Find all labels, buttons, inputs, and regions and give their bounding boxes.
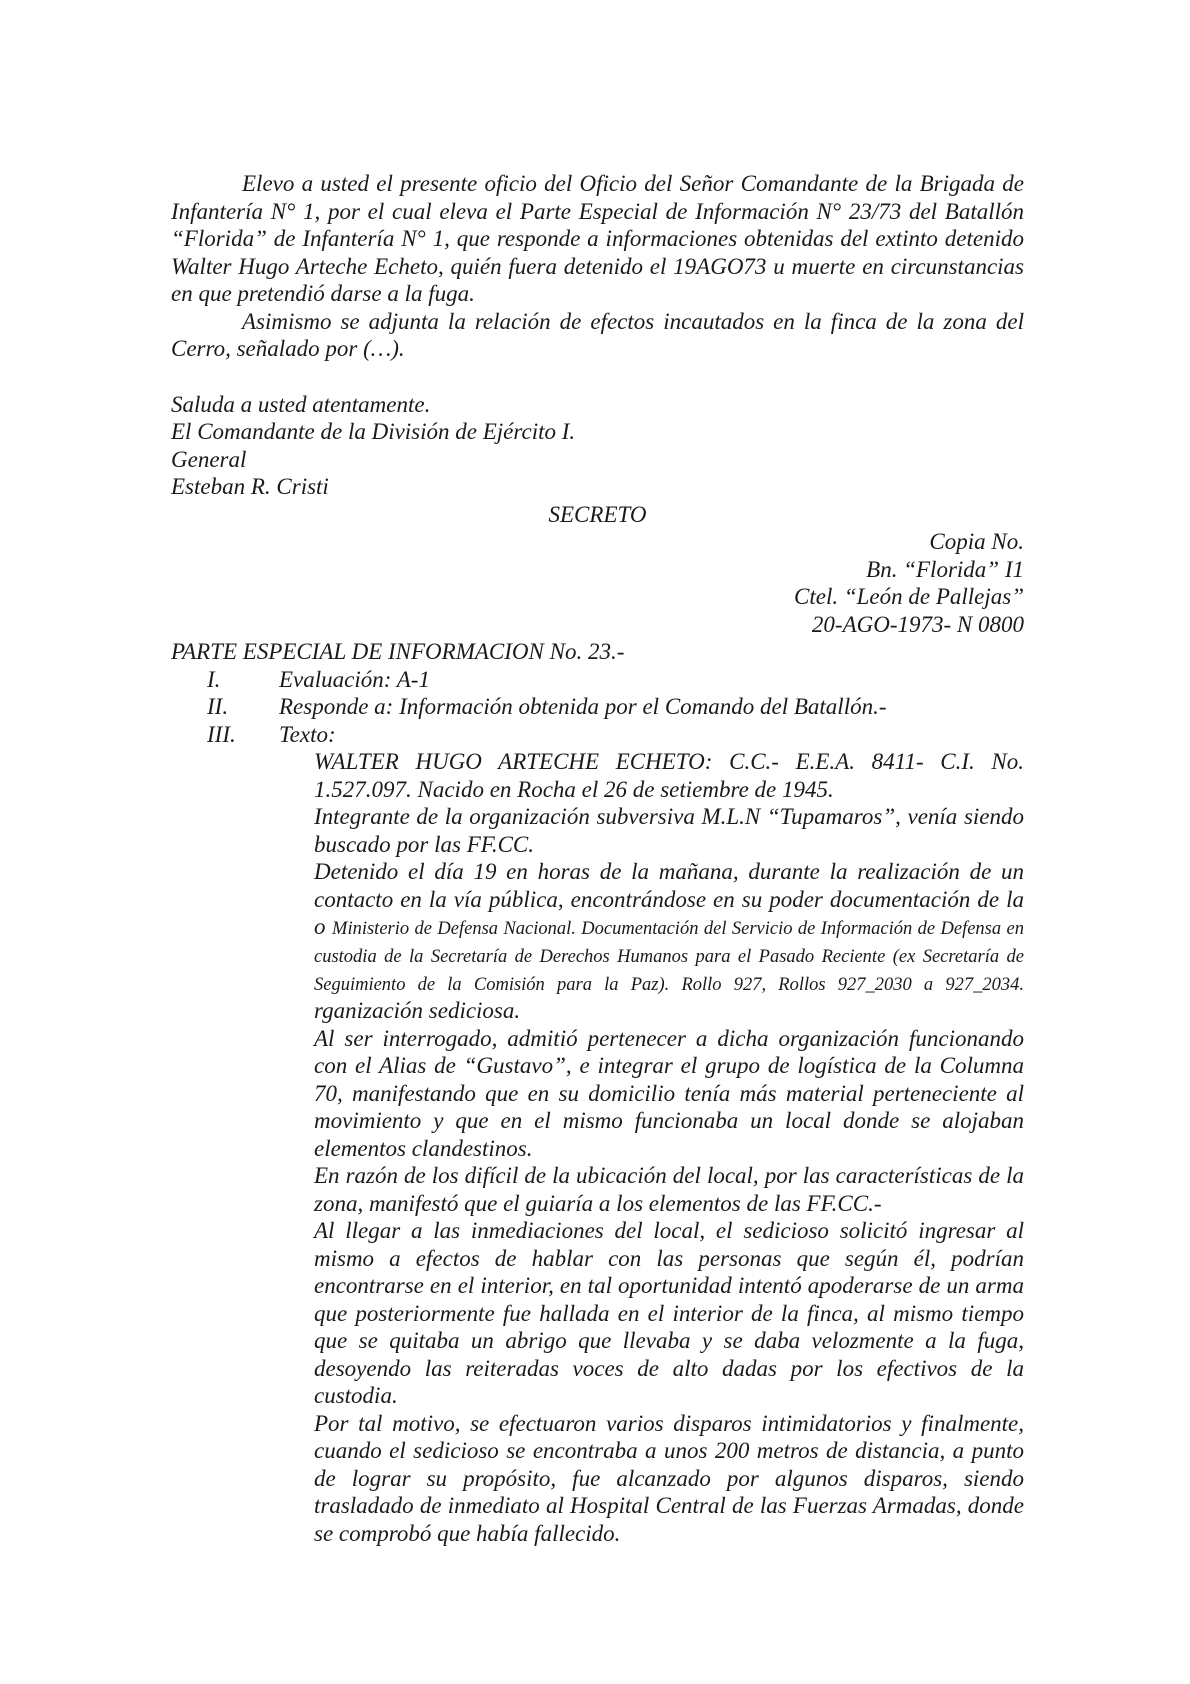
body-paragraph-5: En razón de los difícil de la ubicación del local, por las características de la zona, manifestó que el guiaría a los elementos de las FF.CC.-	[314, 1163, 1024, 1216]
section-numeral: I.	[207, 666, 221, 692]
intro-paragraph-1: Elevo a usted el presente oficio del Oficio del Señor Comandante de la Brigada de Infantería N° 1, por el cual eleva el Parte Especial de Información N° 23/73 del Batallón “Florida” de Infantería N° 1, que responde a informaciones obtenidas del extinto detenido Walter Hugo Arteche Echeto, quién fuera detenido el 19AGO73 u muerte en circunstancias en que pretendió darse a la fuga.	[171, 171, 1024, 306]
report-body	[314, 748, 1024, 1547]
section-numeral: II.	[207, 694, 229, 719]
copy-number: Copia No.	[929, 529, 1024, 554]
body-paragraph-3	[314, 858, 1024, 1025]
closing-salutation: Saluda a usted atentamente.	[171, 391, 431, 417]
section-row	[171, 693, 1024, 721]
body-paragraph-7: Por tal motivo, se efectuaron varios disparos intimidatorios y finalmente, cuando el sedicioso se encontraba a unos 200 metros de distancia, a punto de lograr su propósito, fue alcanzado por algunos disparos, siendo trasladado de inmediato al Hospital Central de las Fuerzas Armadas, donde se comprobó que había fallecido.	[314, 1410, 1024, 1546]
document-page	[171, 170, 1024, 1547]
place-name: Ctel. “León de Pallejas”	[794, 584, 1024, 609]
body-paragraph-1: WALTER HUGO ARTECHE ECHETO: C.C.- E.E.A. 8411- C.I. No. 1.527.097. Nacido en Rocha el 26 de setiembre de 1945.	[314, 749, 1024, 802]
unit-name: Bn. “Florida” I1	[866, 556, 1024, 582]
report-title: PARTE ESPECIAL DE INFORMACION No. 23.-	[171, 639, 625, 664]
section-text: Evaluación: A-1	[279, 666, 430, 692]
body-paragraph-4: Al ser interrogado, admitió pertenecer a dicha organización funcionando con el Alias de “Gustavo”, e integrar el grupo de logística de la Columna 70, manifestando que en su domicilio tenía más material perteneciente al movimiento y que en el mismo funcionaba un local donde se alojaban elementos clandestinos.	[314, 1025, 1024, 1161]
spacer	[171, 363, 1024, 391]
body-paragraph-3-start: Detenido el día 19 en horas de la mañana, durante la realización de un contacto en la vía pública, encontrándose en su poder documentación de la o	[314, 859, 1024, 939]
section-text: Responde a: Información obtenida por el Comando del Batallón.-	[279, 694, 887, 719]
section-row	[171, 721, 1024, 749]
intro-paragraph-2: Asimismo se adjunta la relación de efectos incautados en la finca de la zona del Cerro, señalado por (…).	[171, 308, 1024, 361]
closing-signer-name: Esteban R. Cristi	[171, 474, 329, 499]
body-paragraph-3-end: rganización sediciosa.	[314, 998, 521, 1023]
section-row	[171, 666, 1024, 694]
closing-signer-role: El Comandante de la División de Ejército I.	[171, 419, 576, 444]
closing-block	[171, 391, 1024, 501]
classification-label: SECRETO	[548, 501, 647, 527]
report-datetime: 20-AGO-1973- N 0800	[811, 611, 1024, 637]
section-numeral: III.	[207, 721, 236, 747]
section-list	[171, 666, 1024, 749]
section-text: Texto:	[279, 721, 336, 747]
body-paragraph-6: Al llegar a las inmediaciones del local, el sedicioso solicitó ingresar al mismo a efectos de hablar con las personas que según él, podrían encontrarse en el interior, en tal oportunidad intentó apoderarse de un arma que posteriormente fue hallada en el interior de la finca, al mismo tiempo que se quitaba un abrigo que llevaba y se daba velozmente a la fuga, desoyendo las reiteradas voces de alto dadas por los efectivos de la custodia.	[314, 1218, 1024, 1408]
archive-footer-note: Ministerio de Defensa Nacional. Documentación del Servicio de Información de Defensa en custodia de la Secretaría de Derechos Humanos para el Pasado Reciente (ex Secretaría de Seguimiento de la Comisión para la Paz). Rollo 927, Rollos 927_2030 a 927_2034.	[314, 919, 1025, 995]
header-right-block	[171, 528, 1024, 638]
closing-signer-rank: General	[171, 446, 247, 472]
body-paragraph-2: Integrante de la organización subversiva M.L.N “Tupamaros”, venía siendo buscado por las FF.CC.	[314, 804, 1024, 857]
